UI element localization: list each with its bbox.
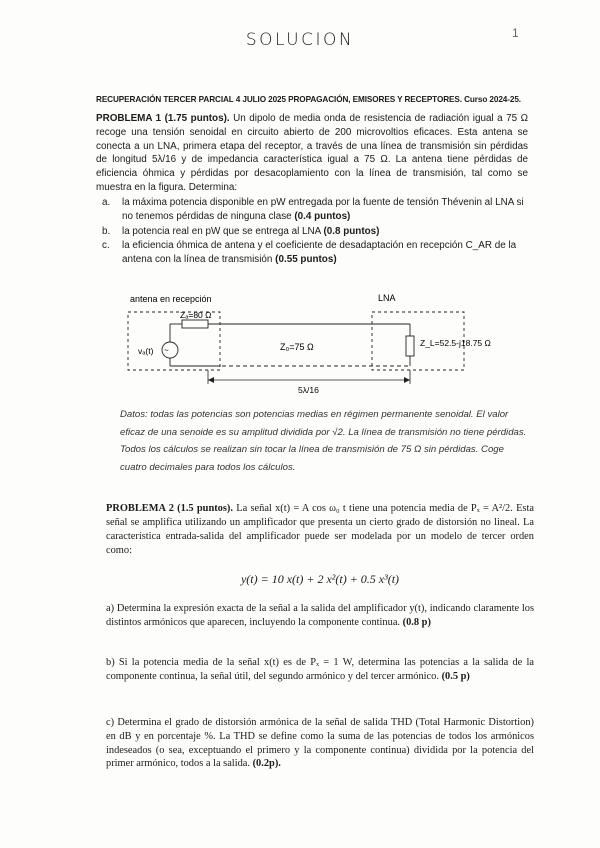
amplifier-equation: y(t) = 10 x(t) + 2 x²(t) + 0.5 x³(t) (240, 572, 400, 586)
problem-2-intro: La señal x(t) = A cos ω₀ t tiene una potencia media de Pₓ = A²/2. Esta señal se amplifica utilizando un amplificador que presenta un cierto grado de distorsión no lineal. La característica entrada-salida del amplificador puede ser modelada por un modelo de tercer orden como: (106, 503, 534, 556)
antenna-label: antena en recepción (130, 294, 212, 304)
page-mark: 1 (512, 26, 519, 40)
question-2a: a) Determina la expresión exacta de la señal a la salida del amplificador y(t), indicando claramente los distintos armónicos que aparecen, incluyendo la componente continua. (0.8 p) (106, 603, 534, 628)
problem-1-statement (96, 112, 528, 195)
za-resistor (182, 320, 208, 328)
solution-title: SOLUCION (245, 30, 355, 50)
length-label: 5λ/16 (298, 385, 319, 395)
circuit-figure (110, 290, 510, 400)
question-a: a. la máxima potencia disponible en pW entregada por la fuente de tensión Thévenin al LNA si no tenemos pérdidas de ninguna clase (0.4 puntos) (102, 197, 524, 222)
problem-2-statement (106, 502, 534, 558)
problem-1-notes: Datos: todas las potencias son potencias medias en régimen permanente senoidal. El valor eficaz de una senoide es su amplitud dividida por √2. La línea de transmisión no tiene pérdidas. Todos los cálculos se realizan sin tocar la línea de transmisión de 75 Ω sin pérdidas. Coge cuatro decimales para todos los cálculos. (120, 409, 527, 473)
lna-label: LNA (378, 293, 396, 303)
exam-header: RECUPERACIÓN TERCER PARCIAL 4 JULIO 2025 PROPAGACIÓN, EMISORES Y RECEPTORES. Curso 2024-25. (96, 95, 521, 104)
zl-label: Z_L=52.5-j18.75 Ω (420, 338, 491, 348)
question-2b: b) Si la potencia media de la señal x(t) es de Pₓ = 1 W, determina las potencias a la salida de la componente continua, la señal útil, del segundo armónico y del tercer armónico. (0.5 p) (106, 657, 534, 682)
antenna-box (128, 312, 220, 370)
za-label: Zₐ=80 Ω (180, 310, 212, 320)
problem-2-heading: PROBLEMA 2 (1.5 puntos). (106, 503, 233, 514)
question-2c: c) Determina el grado de distorsión armónica de la señal de salida THD (Total Harmonic Distortion) en dB y en porcentaje %. La THD se define como la suma de las potencias de todos los armónicos indeseados (o sea, exceptuando el primero y la componente continua) dividida por la potencia del primer armónico, todos a la salida. (0.2p). (106, 717, 534, 770)
question-b: b. la potencia real en pW que se entrega al LNA (0.8 puntos) (102, 225, 380, 237)
problem-1-questions (100, 196, 530, 268)
problem-1-heading: PROBLEMA 1 (1.75 puntos). (96, 113, 230, 124)
problem-1-intro: Un dipolo de media onda de resistencia de radiación igual a 75 Ω recoge una tensión senoidal en circuito abierto de 200 microvoltios eficaces. Esta antena se conecta a un LNA, primera etapa del receptor, a través de una línea de transmisión sin pérdidas de longitud 5λ/16 y de impedancia característica igual a 75 Ω. La antena tiene pérdidas de eficiencia óhmica y pérdidas por desacoplamiento con la línea de transmisión, tal como se muestra en la figura. Determina: (96, 113, 529, 193)
z0-label: Z₀=75 Ω (280, 342, 314, 352)
load-impedance (406, 336, 414, 356)
source-label: vₐ(t) (138, 346, 154, 356)
question-c: c. la eficiencia óhmica de antena y el coeficiente de desadaptación en recepción C_AR de la antena con la línea de transmisión (0.55 puntos) (102, 240, 517, 266)
svg-text:~: ~ (164, 346, 169, 355)
